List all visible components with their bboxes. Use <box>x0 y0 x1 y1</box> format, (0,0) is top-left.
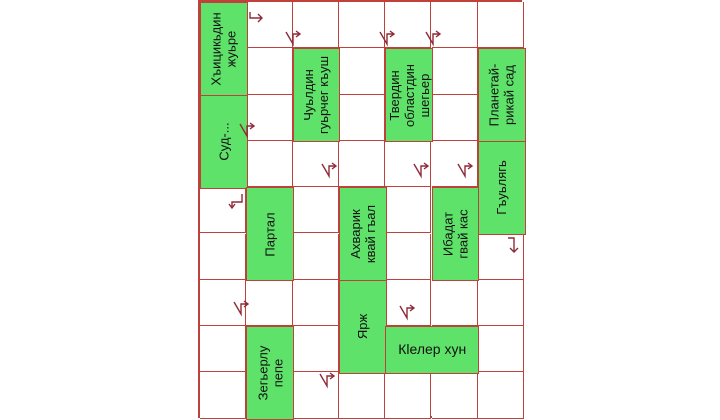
answer-cell[interactable] <box>339 48 385 94</box>
clue-kieler-label: Кlелер хун <box>398 341 467 358</box>
arrow-5-icon <box>238 122 256 140</box>
answer-cell[interactable] <box>200 326 246 372</box>
arrow-4-icon <box>424 30 442 48</box>
answer-cell[interactable] <box>200 234 246 280</box>
clue-chuldin-label: Чуьлдин гуьрчег къуш <box>301 56 332 135</box>
crossword-grid <box>198 0 522 418</box>
clue-zegyerlu-label: Зегьерлу пепе <box>255 345 286 401</box>
answer-cell[interactable] <box>385 187 431 233</box>
answer-cell[interactable] <box>478 326 524 372</box>
answer-cell[interactable] <box>432 95 478 141</box>
arrow-10-icon <box>504 236 522 254</box>
clue-planetai <box>478 48 526 142</box>
answer-cell[interactable] <box>293 280 339 326</box>
clue-khuitsikdin <box>200 2 248 96</box>
answer-cell[interactable] <box>246 280 292 326</box>
answer-cell[interactable] <box>200 372 246 418</box>
answer-cell[interactable] <box>432 48 478 94</box>
answer-cell[interactable] <box>293 234 339 280</box>
answer-cell[interactable] <box>385 372 431 418</box>
clue-ibadat-label: Ибадат гвай кас <box>440 209 471 259</box>
clue-gyulyag <box>478 141 526 235</box>
clue-partal-label: Партал <box>262 212 278 257</box>
clue-tverdin <box>385 48 433 142</box>
clue-tverdin-label: Твердин областдин шегьер <box>386 63 432 127</box>
clue-akhvarik <box>339 187 387 281</box>
arrow-11-icon <box>232 300 250 318</box>
answer-cell[interactable] <box>478 2 524 48</box>
answer-cell[interactable] <box>478 372 524 418</box>
clue-gyulyag-label: Гъуьлягь <box>494 160 510 216</box>
answer-cell[interactable] <box>339 372 385 418</box>
clue-sud-label: Суд-... <box>216 122 232 161</box>
answer-cell[interactable] <box>246 141 292 187</box>
answer-cell[interactable] <box>293 326 339 372</box>
clue-planetai-label: Планетай- рикай сад <box>486 63 517 127</box>
clue-sud <box>200 95 248 189</box>
clue-akhvarik-label: Ахварик квай гъал <box>347 205 378 264</box>
clue-khuitsikdin-label: Хъицикьдин жуьре <box>208 12 239 86</box>
arrow-13-icon <box>318 372 336 390</box>
clue-chuldin <box>293 48 341 142</box>
answer-cell[interactable] <box>246 48 292 94</box>
clue-zegyerlu <box>246 326 294 420</box>
clue-ibadat <box>432 187 480 281</box>
arrow-1-icon <box>248 8 266 26</box>
arrow-12-icon <box>398 304 416 322</box>
arrow-8-icon <box>456 162 474 180</box>
answer-cell[interactable] <box>339 141 385 187</box>
arrow-9-icon <box>228 192 246 210</box>
arrow-2-icon <box>284 30 302 48</box>
answer-cell[interactable] <box>432 372 478 418</box>
answer-cell[interactable] <box>385 234 431 280</box>
clue-yarzh <box>339 280 387 374</box>
arrow-6-icon <box>320 162 338 180</box>
clue-partal <box>246 187 294 281</box>
answer-cell[interactable] <box>293 187 339 233</box>
arrow-3-icon <box>378 30 396 48</box>
answer-cell[interactable] <box>432 280 478 326</box>
answer-cell[interactable] <box>478 280 524 326</box>
clue-yarzh-label: Ярж <box>355 314 371 340</box>
arrow-7-icon <box>412 162 430 180</box>
clue-kieler <box>385 326 479 374</box>
answer-cell[interactable] <box>339 95 385 141</box>
